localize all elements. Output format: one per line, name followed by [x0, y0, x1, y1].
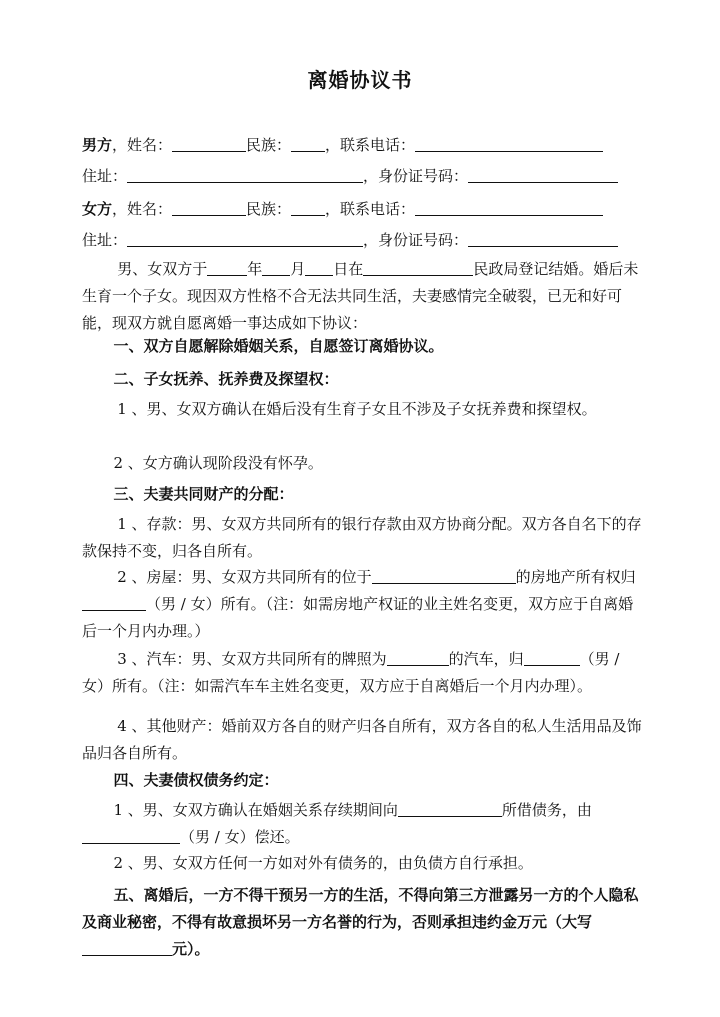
husband-id-field[interactable]	[468, 167, 618, 183]
section-4-heading: 四、夫妻债权债务约定：	[113, 771, 279, 789]
document-title: 离婚协议书	[307, 68, 413, 92]
marriage-month-field[interactable]	[262, 260, 290, 276]
wife-name-field[interactable]	[172, 200, 246, 216]
husband-info-line: 男方，姓名： 民族： ，联系电话：	[82, 134, 642, 155]
section-2-heading: 二、子女抚养、抚养费及探望权：	[113, 370, 339, 388]
section-4-item-2: 2 、男、女双方任何一方如对外有债务的，由负债方自行承担。	[113, 854, 533, 872]
marriage-day-field[interactable]	[305, 260, 333, 276]
section-2-item-1: 1 、男、女双方确认在婚后没有生育子女且不涉及子女抚养费和探望权。	[117, 400, 597, 418]
husband-name-field[interactable]	[172, 136, 246, 152]
intro-paragraph: 男、女双方于 年 月 日在 民政局登记结婚。婚后未生育一个子女。现因双方性格不合无法共同生活，夫妻感情完全破裂，已无和好可能，现双方就自愿离婚一事达成如下协议：	[82, 260, 639, 332]
property-owner-field[interactable]	[82, 595, 146, 611]
registry-office-field[interactable]	[363, 260, 473, 276]
wife-info-line: 女方，姓名： 民族： ，联系电话：	[82, 198, 642, 219]
wife-address-field[interactable]	[127, 231, 363, 247]
section-4-item-1: 1 、男、女双方确认在婚姻关系存续期间向 所借债务，由（男 / 女）偿还。	[82, 797, 644, 851]
husband-address-field[interactable]	[127, 167, 363, 183]
husband-phone-field[interactable]	[415, 136, 603, 152]
wife-ethnicity-field[interactable]	[291, 200, 325, 216]
section-1: 一、双方自愿解除婚姻关系，自愿签订离婚协议。	[113, 337, 444, 355]
section-2-item-2: 2 、女方确认现阶段没有怀孕。	[113, 454, 323, 472]
section-5: 五、离婚后，一方不得干预另一方的生活，不得向第三方泄露另一方的个人隐私及商业秘密，不得有故意损坏另一方名誉的行为，否则承担违约金万元（大写元）。	[82, 886, 639, 958]
car-owner-field[interactable]	[524, 650, 580, 666]
husband-ethnicity-field[interactable]	[291, 136, 325, 152]
penalty-amount-field[interactable]	[82, 940, 172, 956]
creditor-field[interactable]	[398, 801, 502, 817]
wife-address-line: 住址： ，身份证号码：	[82, 229, 642, 250]
husband-address-line: 住址： ，身份证号码：	[82, 165, 642, 186]
property-location-field[interactable]	[372, 568, 516, 584]
wife-phone-field[interactable]	[415, 200, 603, 216]
section-3-item-3: 3 、汽车：男、女双方共同所有的牌照为 的汽车，归 （男 / 女）所有。（注：如需汽车车主姓名变更，双方应于自离婚后一个月内办理）。	[82, 650, 620, 695]
wife-id-field[interactable]	[468, 231, 618, 247]
debt-payer-field[interactable]	[82, 828, 180, 844]
section-3-item-1: 1 、存款：男、女双方共同所有的银行存款由双方协商分配。双方各自名下的存款保持不变，归各自所有。	[82, 515, 642, 560]
section-3-item-2: 2 、房屋：男、女双方共同所有的位于 的房地产所有权归（男 / 女）所有。（注：如需房地产权证的业主姓名变更，双方应于自离婚后一个月内办理。）	[82, 568, 636, 640]
marriage-year-field[interactable]	[207, 260, 247, 276]
section-3-item-4: 4 、其他财产：婚前双方各自的财产归各自所有，双方各自的私人生活用品及饰品归各自所有。	[82, 717, 642, 762]
section-3-heading: 三、夫妻共同财产的分配：	[113, 485, 294, 503]
car-plate-field[interactable]	[387, 650, 449, 666]
husband-label: 男方	[82, 136, 113, 154]
wife-label: 女方	[82, 200, 113, 218]
